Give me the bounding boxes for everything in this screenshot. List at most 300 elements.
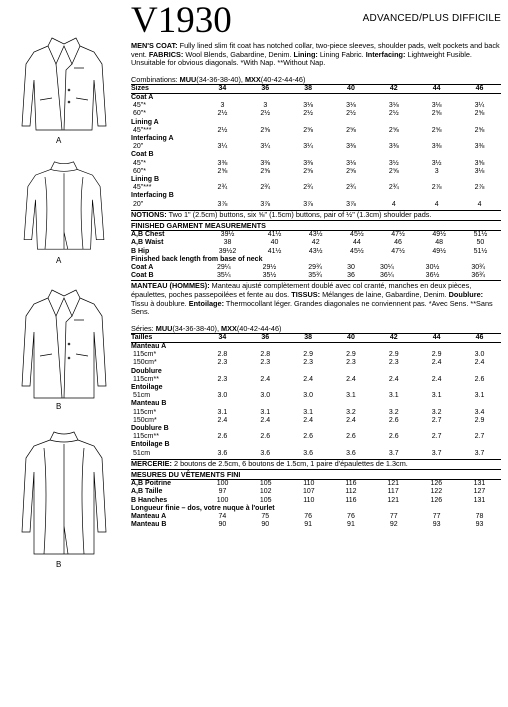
measurement-row (131, 239, 501, 247)
table-cell: 2.7 (431, 416, 442, 424)
table-cell: 3.1 (346, 392, 356, 400)
measurement-row (131, 264, 501, 272)
table-cell: A,B Chest (131, 231, 165, 239)
table-row (131, 143, 501, 151)
table-cell: B Hanches (131, 496, 168, 504)
table-cell: 46 (458, 333, 501, 342)
table-cell: 3.2 (346, 408, 356, 416)
table-cell: 150cm* (133, 416, 157, 424)
table-cell: 91 (347, 521, 355, 529)
table-row (131, 184, 501, 192)
table-row (131, 392, 501, 400)
table-cell: 50 (476, 239, 485, 247)
table-cell: 121 (387, 496, 399, 504)
table-cell: 2.6 (388, 433, 399, 441)
description-en: MEN'S COAT: Fully lined slim fit coat has notched collar, two-piece sleeves, shoulder pads, welt pockets and back vent. FABRICS: Wool Blends, Gabardine, Denim. Lining: Lining Fabric. Interfacing: Lightweight Fusible. Unsuitable for obvious diagonals. *With Nap. **Without Nap. (131, 41, 500, 68)
table-cell: 3⅜ (303, 159, 313, 167)
table-cell: 39½2 (218, 247, 237, 255)
table-cell: 20" (133, 143, 144, 151)
pattern-info (131, 0, 501, 530)
group-row (131, 343, 501, 352)
table-cell: 2.8 (260, 351, 271, 359)
table-cell: 2½ (303, 110, 313, 118)
table-cell: 4 (477, 200, 482, 208)
table-cell: 34 (201, 333, 244, 342)
table-cell: 51cm (133, 449, 151, 457)
table-cell: 110 (303, 480, 315, 488)
size-header-row (131, 84, 501, 93)
table-cell: 48 (435, 239, 444, 247)
table-cell: 44 (352, 239, 361, 247)
table-cell: 3⅜ (346, 143, 356, 151)
table-cell: 3.0 (303, 392, 313, 400)
table-cell: 2.9 (474, 416, 485, 424)
table-cell: 2⅝ (431, 126, 442, 134)
table-cell: 3.6 (303, 449, 313, 457)
table-cell: 2.4 (346, 416, 356, 424)
table-cell: Manteau B (131, 400, 167, 408)
table-cell: 100 (216, 480, 229, 488)
table-cell: 36¾ (471, 272, 485, 280)
table-cell: 2¾ (217, 184, 228, 192)
table-cell: 3⅜ (217, 159, 228, 167)
figure-label: B (56, 560, 62, 569)
group-row (131, 151, 501, 159)
table-cell: 2⅝ (474, 110, 485, 118)
group-row (131, 176, 501, 184)
table-cell: 47½ (391, 231, 405, 239)
group-row (131, 400, 501, 408)
table-cell: 3⅞ (346, 200, 356, 208)
table-cell: 3⅜ (260, 159, 271, 167)
table-cell: 2⅝ (431, 110, 442, 118)
table-cell: 3⅛ (431, 102, 442, 110)
table-cell: 3⅝ (474, 159, 485, 167)
finished-measurements-title-en: FINISHED GARMENT MEASUREMENTS (131, 220, 501, 231)
table-cell: 3.6 (346, 449, 356, 457)
table-cell: 3.1 (474, 392, 485, 400)
table-row (131, 168, 501, 176)
table-cell: 3.0 (217, 392, 228, 400)
table-cell: 2.4 (431, 375, 442, 383)
table-cell: 46 (394, 239, 402, 247)
finished-measurements-title-fr: MESURES DU VÊTEMENTS FINI (131, 469, 501, 480)
table-cell: 115cm** (133, 375, 159, 383)
table-cell: 2¾ (303, 184, 313, 192)
table-cell: 102 (259, 488, 272, 496)
coat-a-back-illustration (14, 158, 114, 253)
table-cell: 116 (345, 480, 357, 488)
measurement-row (131, 480, 501, 488)
table-cell: Entoilage (131, 384, 163, 392)
table-cell: 44 (415, 333, 458, 342)
coat-b-back-illustration (14, 428, 114, 558)
table-cell: 38 (287, 84, 330, 93)
table-cell: 43½ (308, 231, 323, 239)
table-cell: 29¼ (217, 264, 231, 272)
table-cell: 2.4 (303, 416, 313, 424)
table-cell: 3.1 (217, 408, 228, 416)
table-cell: 2.6 (388, 416, 399, 424)
table-cell: 2⅝ (260, 126, 271, 134)
group-row (131, 135, 501, 143)
table-cell: 3⅞ (260, 200, 271, 208)
table-cell: 3¼ (217, 143, 228, 151)
figure-label: B (56, 402, 62, 411)
finished-length-table-en (131, 264, 501, 281)
table-cell: 90 (218, 521, 227, 529)
table-cell: Interfacing A (131, 135, 174, 142)
table-cell: 107 (302, 488, 315, 496)
table-cell: 115cm* (133, 351, 157, 359)
table-cell: 90 (261, 521, 270, 529)
table-cell: 2.4 (303, 375, 313, 383)
table-cell: 3.2 (431, 408, 442, 416)
table-cell: 2.4 (474, 359, 485, 367)
table-cell: 3.1 (388, 392, 399, 400)
table-cell: 42 (372, 84, 415, 93)
table-cell: 131 (473, 480, 486, 488)
measurement-row (131, 488, 501, 496)
table-cell: 2.9 (303, 351, 313, 359)
table-cell: 3 (263, 102, 268, 110)
table-cell: 3.7 (388, 449, 399, 457)
table-cell: 3⅜ (431, 143, 442, 151)
table-cell: 75 (261, 513, 270, 521)
pattern-number: V1930 (131, 0, 232, 41)
table-cell: 44 (415, 84, 458, 93)
size-header-row (131, 333, 501, 342)
table-cell: Interfacing B (131, 192, 174, 200)
table-cell: 3.4 (474, 408, 485, 416)
yardage-table-fr (131, 333, 501, 458)
table-cell: 38 (287, 333, 330, 342)
table-cell: 2.4 (260, 375, 271, 383)
table-cell: 2.4 (260, 416, 271, 424)
table-cell: 2⅝ (388, 126, 399, 134)
table-row (131, 433, 501, 441)
table-cell: 127 (473, 488, 486, 496)
table-cell: 30½ (425, 264, 440, 272)
table-cell: 2.6 (346, 433, 356, 441)
table-cell: 2½ (217, 126, 228, 134)
table-cell: A,B Taille (131, 488, 163, 496)
table-cell: 2.4 (388, 375, 399, 383)
table-cell: 105 (259, 480, 272, 488)
table-row (131, 160, 501, 168)
table-cell: 46 (458, 84, 501, 93)
table-cell: 150cm* (133, 359, 157, 367)
table-cell: 2.6 (474, 375, 485, 383)
table-cell: 40 (330, 333, 373, 342)
figure-label: A (56, 136, 62, 145)
table-cell: 3½ (388, 159, 399, 167)
table-cell: 42 (372, 333, 415, 342)
table-cell: 3⅛ (346, 102, 356, 110)
table-cell: 60"* (133, 110, 146, 118)
measurement-row (131, 272, 501, 281)
table-cell: 2.6 (303, 433, 313, 441)
notions-fr: MERCERIE: 2 boutons de 2.5cm, 6 boutons de 1.5cm, 1 paire d'épaulettes de 1.3cm. (131, 459, 501, 468)
table-cell: 41½ (267, 231, 282, 239)
table-cell: 3.0 (260, 392, 271, 400)
table-row (131, 417, 501, 425)
table-cell: A,B Poitrine (131, 480, 172, 488)
table-cell: 41½ (267, 247, 282, 255)
table-row (131, 409, 501, 417)
table-cell: 45"*** (133, 126, 152, 134)
table-cell: Tailles (131, 333, 201, 342)
table-cell: Entoilage B (131, 441, 170, 449)
table-cell: 2⅞ (474, 184, 485, 192)
table-cell: 2⅝ (260, 167, 271, 175)
table-cell: 93 (475, 521, 484, 529)
coat-a-front-illustration (14, 34, 114, 134)
table-cell: 2.7 (474, 433, 485, 441)
table-cell: 2.7 (431, 433, 442, 441)
table-cell: 76 (304, 513, 312, 521)
table-cell: 30¾ (471, 264, 485, 272)
table-row (131, 201, 501, 209)
table-cell: 3⅛ (388, 102, 399, 110)
finished-length-table-fr (131, 513, 501, 529)
table-cell: B Hip (131, 247, 150, 255)
table-cell: 2.9 (431, 351, 442, 359)
table-cell: 4 (434, 200, 439, 208)
table-cell: 110 (303, 496, 315, 504)
table-cell: 29¾ (308, 264, 322, 272)
coat-b-front-illustration (14, 286, 114, 402)
table-cell: 2½ (260, 110, 271, 118)
table-cell: 3 (434, 167, 439, 175)
table-cell: 78 (475, 513, 484, 521)
table-cell: 49½ (432, 231, 446, 239)
group-row (131, 425, 501, 433)
table-cell: 126 (430, 496, 443, 504)
table-cell: 126 (430, 480, 443, 488)
table-cell: 35¾ (308, 272, 322, 280)
table-cell: 35½ (262, 272, 277, 280)
table-cell: Sizes (131, 84, 201, 93)
table-cell: 36 (244, 84, 287, 93)
table-cell: 2¾ (388, 184, 399, 192)
table-cell: 2½ (388, 110, 399, 118)
table-cell: 2.6 (217, 433, 228, 441)
table-cell: 3½ (431, 159, 442, 167)
table-cell: Coat B (131, 272, 154, 280)
table-cell: 2.4 (431, 359, 442, 367)
finished-length-title-fr: Longueur finie – dos, votre nuque à l'ourlet (131, 504, 275, 512)
table-cell: 3⅜ (474, 143, 485, 151)
table-cell: Coat A (131, 93, 154, 101)
table-cell: 4 (391, 200, 396, 208)
table-cell: 2⅝ (217, 167, 228, 175)
table-cell: 2⅝ (346, 126, 356, 134)
table-cell: 2.3 (388, 359, 399, 367)
table-cell: 3⅞ (303, 200, 313, 208)
measurement-row (131, 231, 501, 239)
table-cell: 45"*** (133, 184, 152, 192)
table-cell: 45"* (133, 102, 146, 110)
table-row (131, 102, 501, 110)
table-row (131, 376, 501, 384)
table-cell: 2¾ (260, 184, 271, 192)
table-cell: Lining A (131, 118, 159, 126)
table-row (131, 351, 501, 359)
table-cell: 91 (304, 521, 312, 529)
table-cell: 3⅛ (474, 167, 485, 175)
table-cell: 3⅜ (388, 143, 399, 151)
notions-en: NOTIONS: Two 1" (2.5cm) buttons, six ⅝" (1.5cm) buttons, pair of ½" (1.3cm) shoulder pads. (131, 210, 501, 219)
table-cell: 115cm** (133, 433, 159, 441)
table-row (131, 359, 501, 367)
table-cell: 43½ (308, 247, 323, 255)
table-cell: 115cm* (133, 408, 157, 416)
finished-measurements-table-fr (131, 480, 501, 505)
table-cell: 2½ (217, 110, 228, 118)
table-row (131, 110, 501, 118)
table-cell: 36 (244, 333, 287, 342)
table-cell: 42 (311, 239, 320, 247)
table-cell: 2⅝ (303, 167, 313, 175)
table-cell: 2¾ (346, 184, 356, 192)
table-cell: 30¼ (380, 264, 394, 272)
table-cell: 3.7 (431, 449, 442, 457)
table-cell: Manteau A (131, 343, 167, 351)
table-cell: 3¼ (303, 143, 313, 151)
table-cell: 2.4 (217, 416, 228, 424)
table-cell: 3⅛ (303, 102, 313, 110)
table-cell: 122 (430, 488, 443, 496)
table-cell: A,B Waist (131, 239, 164, 247)
combinations-fr: Séries: MUU(34-36-38-40), MXX(40-42-44-46) (131, 323, 282, 333)
table-cell: 121 (387, 480, 399, 488)
group-row (131, 192, 501, 200)
table-cell: Doublure B (131, 425, 169, 433)
table-cell: 3¼ (260, 143, 271, 151)
measurement-row (131, 248, 501, 256)
group-row (131, 384, 501, 392)
table-cell: 3.6 (217, 449, 228, 457)
table-cell: 2.8 (217, 351, 228, 359)
table-cell: 116 (345, 496, 357, 504)
table-cell: 2.3 (303, 359, 313, 367)
table-cell: 20" (133, 200, 144, 208)
table-cell: 105 (259, 496, 272, 504)
table-cell: 45½ (350, 231, 364, 239)
description-fr: MANTEAU (HOMMES): Manteau ajusté complètement doublé avec col cranté, manches en deux pièces, épaulettes, poches passepoilées et fente au dos. TISSUS: Mélanges de laine, Gabardine, Denim. Doublure: Tissu à doublure. Entoilage: Thermocollant léger. Grandes diagonales ne conviennent pas. *Avec Sens. **Sans Sens. (131, 281, 493, 317)
header (131, 0, 501, 42)
table-cell: 3.7 (474, 449, 485, 457)
table-cell: 3.1 (260, 408, 271, 416)
table-cell: 36½ (425, 272, 440, 280)
table-cell: 45½ (350, 247, 364, 255)
combinations-en: Combinations: MUU(34-36-38-40), MXX(40-42-44-46) (131, 74, 306, 84)
table-cell: Manteau B (131, 521, 167, 529)
group-row (131, 119, 501, 127)
table-cell: 2.3 (346, 359, 356, 367)
difficulty-level: ADVANCED/PLUS DIFFICILE (362, 13, 501, 24)
table-cell: 2.9 (388, 351, 399, 359)
table-cell: 2⅝ (303, 126, 313, 134)
table-cell: 47½ (391, 247, 405, 255)
table-cell: Doublure (131, 367, 162, 375)
table-cell: 3⅞ (217, 200, 228, 208)
table-cell: 35¼ (217, 272, 231, 280)
table-cell: 2⅞ (431, 184, 442, 192)
table-cell: Coat B (131, 151, 154, 159)
table-cell: 36¼ (380, 272, 394, 280)
table-cell: 117 (387, 488, 399, 496)
yardage-table-en (131, 84, 501, 209)
table-cell: 2.3 (217, 359, 228, 367)
table-cell: 49½ (432, 247, 446, 255)
table-cell: 3.1 (303, 408, 313, 416)
table-cell: 40 (270, 239, 279, 247)
table-cell: 2.3 (260, 359, 271, 367)
table-cell: Coat A (131, 264, 154, 272)
table-cell: 40 (330, 84, 373, 93)
table-row (131, 450, 501, 458)
table-cell: 112 (345, 488, 357, 496)
table-cell: 2.3 (217, 375, 228, 383)
table-cell: 3⅛ (346, 159, 356, 167)
finished-measurements-table-en (131, 231, 501, 256)
finished-length-title-en: Finished back length from base of neck (131, 255, 263, 263)
group-row (131, 93, 501, 102)
table-cell: 51cm (133, 392, 151, 400)
table-cell: 2.6 (260, 433, 271, 441)
group-row (131, 441, 501, 449)
table-cell: 2.4 (346, 375, 356, 383)
measurement-row (131, 521, 501, 529)
table-cell: 2⅝ (346, 167, 356, 175)
table-cell: 60"* (133, 167, 146, 175)
table-cell: 77 (389, 513, 398, 521)
table-cell: 38 (223, 239, 232, 247)
table-cell: 3 (220, 102, 225, 110)
table-cell: 34 (201, 84, 244, 93)
table-cell: 2⅝ (474, 126, 485, 134)
table-cell: 2.9 (346, 351, 356, 359)
measurement-row (131, 513, 501, 521)
table-cell: 77 (432, 513, 441, 521)
table-row (131, 127, 501, 135)
table-cell: 29½ (262, 264, 277, 272)
group-row (131, 368, 501, 376)
table-cell: 45"* (133, 159, 146, 167)
table-cell: 36 (347, 272, 355, 280)
table-cell: 3¼ (474, 102, 485, 110)
figure-label: A (56, 256, 62, 265)
table-cell: 97 (218, 488, 227, 496)
table-cell: 51½ (473, 247, 488, 255)
table-cell: 3.0 (474, 351, 485, 359)
measurement-row (131, 497, 501, 505)
table-cell: 3.6 (260, 449, 271, 457)
table-cell: 30 (347, 264, 355, 272)
table-cell: Lining B (131, 176, 159, 184)
table-cell: Manteau A (131, 513, 167, 521)
table-cell: 131 (473, 496, 486, 504)
table-cell: 100 (216, 496, 229, 504)
table-cell: 51½ (473, 231, 488, 239)
table-cell: 2⅝ (388, 167, 399, 175)
table-cell: 3.1 (431, 392, 442, 400)
table-cell: 2½ (346, 110, 356, 118)
table-cell: 93 (432, 521, 441, 529)
table-cell: 39½ (220, 231, 235, 239)
